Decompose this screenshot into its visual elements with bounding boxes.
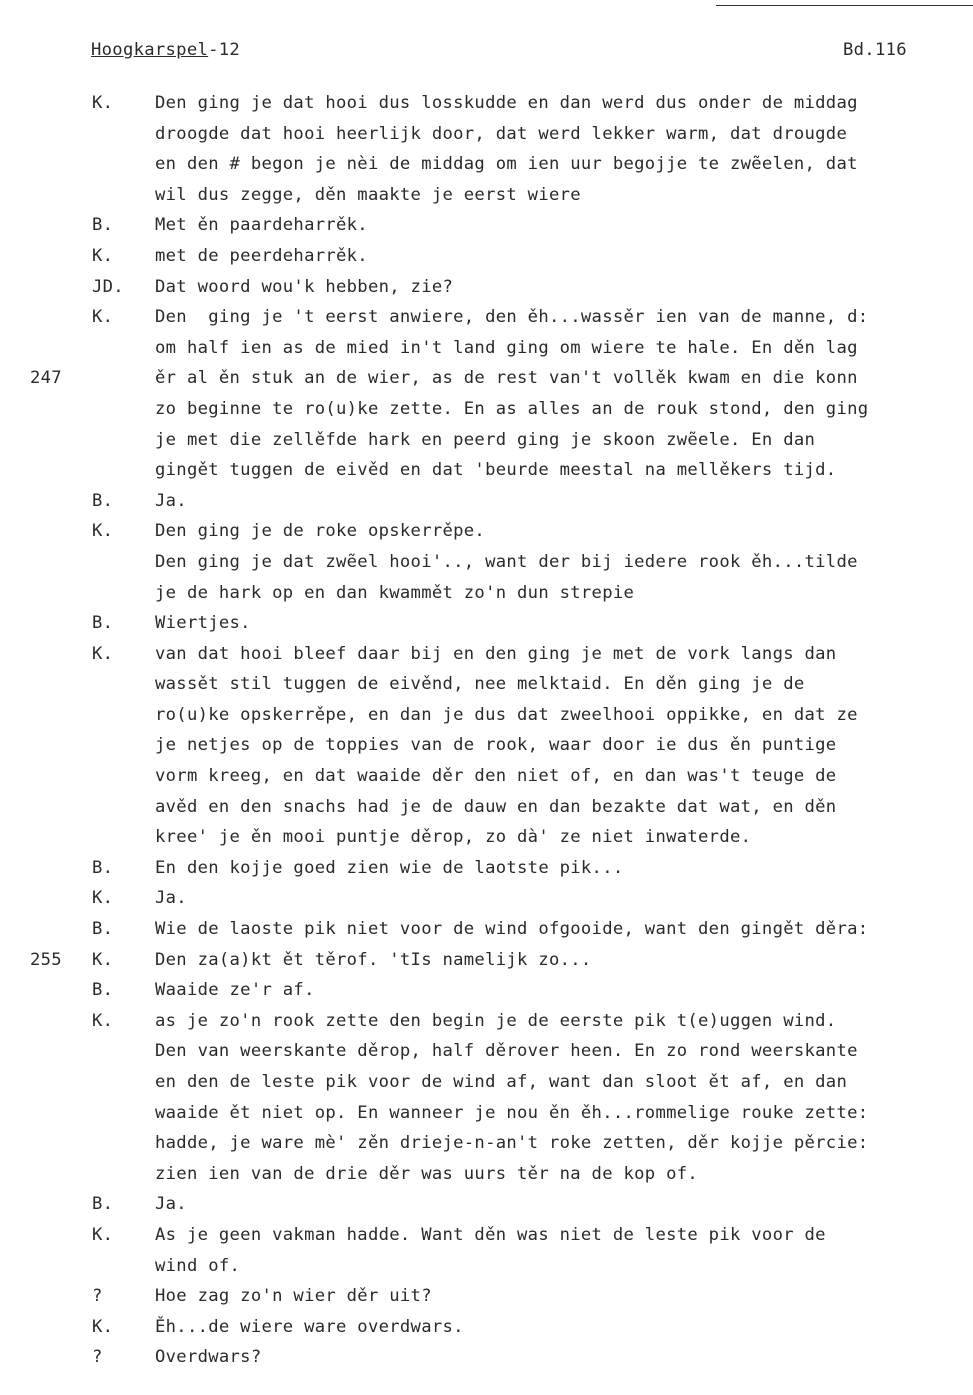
speaker-label: K. bbox=[92, 307, 114, 328]
transcript-line bbox=[0, 730, 973, 761]
transcript-entry bbox=[0, 210, 973, 241]
speaker-label: K. bbox=[92, 643, 114, 664]
transcript-entry bbox=[0, 516, 973, 608]
transcript-entry bbox=[0, 945, 973, 976]
line-text: van dat hooi bleef daar bij en den ging je met de vork langs dan bbox=[155, 643, 837, 664]
line-text: Ja. bbox=[155, 888, 187, 909]
line-text: Ja. bbox=[155, 490, 187, 511]
line-text: kree' je ěn mooi puntje děrop, zo dà' ze niet inwaterde. bbox=[155, 827, 752, 848]
transcript-line bbox=[0, 792, 973, 823]
line-text: Wiertjes. bbox=[155, 613, 251, 634]
transcript-line bbox=[0, 1220, 973, 1251]
transcript-entry bbox=[0, 1281, 973, 1312]
transcript-entry bbox=[0, 608, 973, 639]
speaker-label: B. bbox=[92, 857, 114, 878]
line-text: En den kojje goed zien wie de laotste pik... bbox=[155, 857, 624, 878]
line-text: Den za(a)kt ět těrof. 'tIs namelijk zo... bbox=[155, 949, 592, 970]
speaker-label: B. bbox=[92, 613, 114, 634]
transcript-line bbox=[0, 945, 973, 976]
line-text: as je zo'n rook zette den begin je de eerste pik t(e)uggen wind. bbox=[155, 1010, 837, 1031]
speaker-label: JD. bbox=[92, 276, 124, 297]
speaker-label: ? bbox=[92, 1347, 103, 1368]
line-text: wind of. bbox=[155, 1255, 241, 1276]
transcript-line bbox=[0, 669, 973, 700]
speaker-label: K. bbox=[92, 245, 114, 266]
transcript-line bbox=[0, 455, 973, 486]
transcript-line bbox=[0, 1159, 973, 1190]
line-text: Den ging je dat zwẽel hooi'.., want der bij iedere rook ěh...tilde bbox=[155, 551, 858, 572]
header-place-suffix: -12 bbox=[208, 40, 241, 60]
transcript-entry bbox=[0, 914, 973, 945]
transcript-line bbox=[0, 1281, 973, 1312]
transcript-line bbox=[0, 761, 973, 792]
transcript-line bbox=[0, 853, 973, 884]
page-header-volume: Bd.116 bbox=[843, 40, 907, 60]
speaker-label: B. bbox=[92, 490, 114, 511]
line-text: waaide ět niet op. En wanneer je nou ěn ěh...rommelige rouke zette: bbox=[155, 1102, 869, 1123]
transcript-entry bbox=[0, 853, 973, 884]
transcript-entry bbox=[0, 1189, 973, 1220]
speaker-label: ? bbox=[92, 1286, 103, 1307]
line-text: Ja. bbox=[155, 1194, 187, 1215]
transcript-line bbox=[0, 363, 973, 394]
transcript-line bbox=[0, 975, 973, 1006]
transcript-line bbox=[0, 1036, 973, 1067]
speaker-label: K. bbox=[92, 93, 114, 113]
page-header-place bbox=[91, 40, 240, 60]
speaker-label: B. bbox=[92, 980, 114, 1001]
line-text: Den ging je 't eerst anwiere, den ěh...wassěr ien van de manne, d: bbox=[155, 307, 869, 328]
line-text: je met die zellěfde hark en peerd ging je skoon zwẽele. En dan bbox=[155, 429, 816, 450]
transcript-line bbox=[0, 700, 973, 731]
transcript-line bbox=[0, 394, 973, 425]
speaker-label: K. bbox=[92, 1224, 114, 1245]
line-text: Overdwars? bbox=[155, 1347, 262, 1368]
transcript-line bbox=[0, 1342, 973, 1373]
speaker-label: K. bbox=[92, 888, 114, 909]
transcript-entry bbox=[0, 241, 973, 272]
transcript-line bbox=[0, 822, 973, 853]
speaker-label: B. bbox=[92, 919, 114, 940]
speaker-label: K. bbox=[92, 1010, 114, 1031]
header-place-name: Hoogkarspel bbox=[91, 40, 209, 60]
line-text: wil dus zegge, děn maakte je eerst wiere bbox=[155, 184, 581, 205]
line-text: As je geen vakman hadde. Want děn was niet de leste pik voor de bbox=[155, 1224, 826, 1245]
transcript-entry bbox=[0, 486, 973, 517]
line-text: Met ěn paardeharrěk. bbox=[155, 215, 368, 236]
transcript-line bbox=[0, 516, 973, 547]
line-text: avěd en den snachs had je de dauw en dan bezakte dat wat, en děn bbox=[155, 796, 837, 817]
line-text: droogde dat hooi heerlijk door, dat werd lekker warm, dat drougde bbox=[155, 123, 848, 144]
top-rule bbox=[716, 5, 973, 6]
transcript-line bbox=[0, 1251, 973, 1282]
transcript-line bbox=[0, 1067, 973, 1098]
transcript-line bbox=[0, 1189, 973, 1220]
line-text: en den de leste pik voor de wind af, want dan sloot ět af, en dan bbox=[155, 1072, 848, 1092]
speaker-label: K. bbox=[92, 521, 114, 542]
line-text: zien ien van de drie děr was uurs těr na de kop of. bbox=[155, 1163, 699, 1184]
line-text: Dat woord wou'k hebben, zie? bbox=[155, 276, 454, 297]
transcript-line bbox=[0, 578, 973, 609]
transcript-line bbox=[0, 1006, 973, 1037]
line-text: hadde, je ware mè' zěn drieje-n-an't roke zetten, děr kojje pěrcie: bbox=[155, 1133, 869, 1154]
transcript-line bbox=[0, 180, 973, 211]
speaker-label: B. bbox=[92, 1194, 114, 1215]
transcript-line bbox=[0, 210, 973, 241]
transcript-line bbox=[0, 241, 973, 272]
transcript-line bbox=[0, 547, 973, 578]
transcript-entry bbox=[0, 272, 973, 303]
transcript bbox=[0, 88, 973, 1373]
transcript-entry bbox=[0, 1220, 973, 1281]
transcript-entry bbox=[0, 639, 973, 853]
transcript-line bbox=[0, 88, 973, 119]
line-text: ro(u)ke opskerrěpe, en dan je dus dat zweelhooi oppikke, en dat ze bbox=[155, 704, 858, 725]
transcript-entry bbox=[0, 88, 973, 210]
transcript-line bbox=[0, 883, 973, 914]
line-text: Ěh...de wiere ware overdwars. bbox=[155, 1316, 464, 1337]
line-text: Den van weerskante děrop, half děrover heen. En zo rond weerskante bbox=[155, 1041, 858, 1062]
line-text: je de hark op en dan kwammět zo'n dun strepie bbox=[155, 582, 635, 603]
transcript-line bbox=[0, 425, 973, 456]
transcript-line bbox=[0, 119, 973, 150]
line-text: Hoe zag zo'n wier děr uit? bbox=[155, 1286, 432, 1307]
transcript-line bbox=[0, 486, 973, 517]
transcript-entry bbox=[0, 975, 973, 1006]
line-text: zo beginne te ro(u)ke zette. En as alles an de rouk stond, den ging bbox=[155, 398, 869, 419]
line-text: Den ging je dat hooi dus losskudde en dan werd dus onder de middag bbox=[155, 93, 858, 113]
transcript-entry bbox=[0, 1006, 973, 1190]
line-text: en den # begon je nèi de middag om ien uur begojje te zwẽelen, dat bbox=[155, 154, 858, 175]
line-text: wassět stil tuggen de eivěnd, nee melktaid. En děn ging je de bbox=[155, 674, 805, 695]
line-number: 255 bbox=[30, 949, 62, 970]
line-text: Den ging je de roke opskerrěpe. bbox=[155, 521, 486, 542]
transcript-line bbox=[0, 302, 973, 333]
line-text: gingět tuggen de eivěd en dat 'beurde meestal na mellěkers tijd. bbox=[155, 460, 837, 481]
transcript-line bbox=[0, 1128, 973, 1159]
line-text: ěr al ěn stuk an de wier, as de rest van't vollěk kwam en die konn bbox=[155, 368, 858, 389]
transcript-line bbox=[0, 1098, 973, 1129]
transcript-line bbox=[0, 149, 973, 180]
line-text: vorm kreeg, en dat waaide děr den niet of, en dan was't teuge de bbox=[155, 766, 837, 787]
transcript-entry bbox=[0, 883, 973, 914]
transcript-line bbox=[0, 639, 973, 670]
transcript-line bbox=[0, 914, 973, 945]
line-text: met de peerdeharrěk. bbox=[155, 245, 368, 266]
line-text: je netjes op de toppies van de rook, waar door ie dus ěn puntige bbox=[155, 735, 837, 756]
transcript-line bbox=[0, 608, 973, 639]
speaker-label: K. bbox=[92, 1316, 114, 1337]
transcript-entry bbox=[0, 1342, 973, 1373]
transcript-entry bbox=[0, 302, 973, 486]
line-text: Wie de laoste pik niet voor de wind ofgooide, want den gingět děra: bbox=[155, 919, 869, 940]
speaker-label: B. bbox=[92, 215, 114, 236]
transcript-line bbox=[0, 1312, 973, 1343]
line-number: 247 bbox=[30, 368, 62, 389]
line-text: Waaide ze'r af. bbox=[155, 980, 315, 1001]
transcript-line bbox=[0, 272, 973, 303]
transcript-entry bbox=[0, 1312, 973, 1343]
transcript-line bbox=[0, 333, 973, 364]
speaker-label: K. bbox=[92, 949, 114, 970]
line-text: om half ien as de mied in't land ging om wiere te hale. En děn lag bbox=[155, 337, 858, 358]
